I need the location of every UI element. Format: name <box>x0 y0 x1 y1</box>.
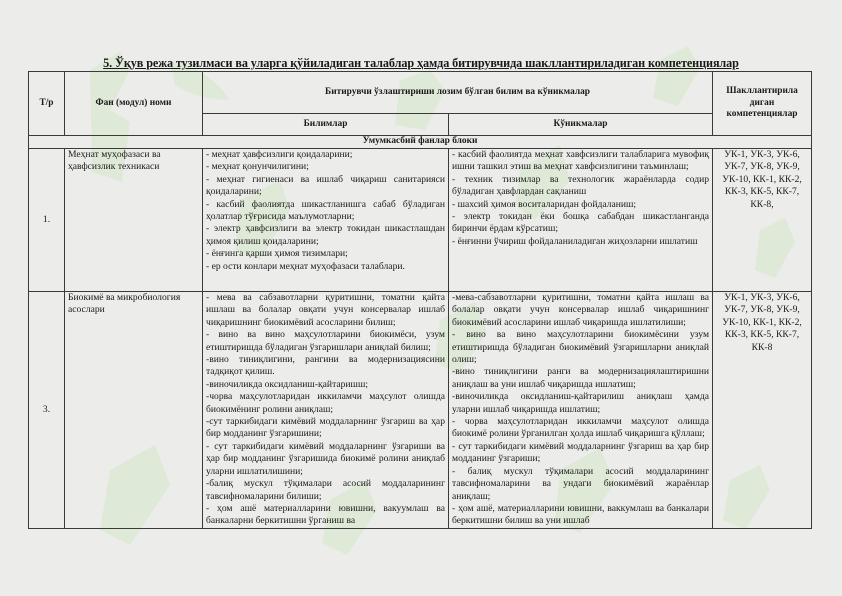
abilities-cell <box>449 292 713 529</box>
list-item: -вино тиниқлигини, рангини ва модернизациясини тадқиқот қилиш. <box>206 354 445 378</box>
list-item: - касбий фаолиятда меҳнат хавфсизлиги талабларига мувофиқ ишни ташкил этиш ва меҳнат хавфсизлигини таъминлаш; <box>452 149 710 173</box>
list-item: -вино тиниқлигини ранги ва модернизациялаштиришни аниқлаш ва уни ишлаб чиқаришда ишлатиш; <box>452 366 710 390</box>
column-header-abilities: Кўникмалар <box>449 114 713 136</box>
column-header-number: Т/р <box>29 72 65 136</box>
subject-name: Меҳнат муҳофазаси ва ҳавфсизлик техникаси <box>65 149 203 292</box>
row-number: 3. <box>29 292 65 529</box>
subject-name: Биокимё ва микробиология асослари <box>65 292 203 529</box>
list-item: - ҳом ашё материалларини ювишни, вакуумлаш ва банкаларни беркитишни ўрганиш ва <box>206 502 445 527</box>
table-row <box>29 292 812 529</box>
list-item: - сут таркибидаги кимёвий моддаларнинг ўзгариши ва ҳар бир модданинг ўзгаришида биокимё ролини аниқлаб уларни ишлатилишини; <box>206 440 445 477</box>
list-item: - ер ости конлари меҳнат муҳофазаси талаблари. <box>206 260 405 272</box>
list-item: -виночиликда оксидланиш-қайтарилиш аниқлаш ҳамда уларни ишлаб чиқаришда ишлатиш; <box>452 391 710 415</box>
knowledge-cell <box>203 149 449 292</box>
list-item: - меҳнат қонунчилигини; <box>206 161 309 173</box>
list-item: -виночиликда оксидланиш-қайтаришш; <box>206 378 369 390</box>
list-item: - электр ҳавфсизлиги ва электр токидан шикастлашдан ҳимоя қилиш қоидаларини; <box>206 223 445 247</box>
column-header-subject: Фан (модул) номи <box>65 72 203 136</box>
column-header-competencies: Шакллантирила диган компетенциялар <box>713 72 812 136</box>
column-header-knowledge: Билимлар <box>203 114 449 136</box>
list-item: - техник тизимлар ва технологик жараёнларда содир бўладиган ҳавфлардан сақланиш <box>452 173 710 198</box>
list-item: - меҳнат ҳавфсизлиги қоидаларини; <box>206 149 353 160</box>
list-item: - шахсий ҳимоя воситаларидан фойдаланиш; <box>452 198 637 210</box>
list-item: -сут таркибидаги кимёвий моддаларнинг ўзгариш ва ҳар бир модданинг ўзгаришини; <box>206 416 445 440</box>
table-row <box>29 149 812 292</box>
list-item: - ҳом ашё, материалларини ювишни, ваккумлаш ва банкалари беркитишни билиш ва уни ишлаб <box>452 502 710 527</box>
column-header-skills-group: Битирувчи ўзлаштириши лозим бўлган билим ва кўникмалар <box>203 72 713 114</box>
list-item: -чорва маҳсулотларидан иккиламчи маҳсулот олишда биокимёнинг ролини аниқлаш; <box>206 391 445 415</box>
list-item: - чорва маҳсулотларидан иккиламчи маҳсулот олишда биокимё ролини ўрганилган ҳолда ишлаб чиқаришга қўллаш; <box>452 416 710 440</box>
list-item: - электр токидан ёки бошқа сабабдан шикастланганда биринчи ёрдам кўрсатиш; <box>452 211 710 235</box>
curriculum-table <box>28 71 812 529</box>
list-item: -мева-сабзавотларни қуритишни, томатни қайта ишлаш ва болалар овқати учун консервалар ишлаб чиқаришнинг биокимёвий асосларини ишлаб чиқаришда ишлатилиши; <box>452 292 710 328</box>
list-item: - вино ва вино маҳсулотларини биокимёси, узум етиштиришда бўладиган ўзгаришлари аниқлай билиш; <box>206 329 445 353</box>
list-item: - касбий фаолиятда шикастланишга сабаб бўладиган ҳолатлар тўғрисида маълумотларни; <box>206 198 445 223</box>
competencies-cell: УК-1, УК-3, УК-6, УК-7, УК-8, УК-9, УК-10, КК-1, КК-2, КК-3, КК-5, КК-7, КК-8 <box>713 292 812 529</box>
list-item: - балиқ мускул тўқималари асосий моддаларининг тавсифномаларини ва ундаги биокимёвий жараёнлар аниқлаш; <box>452 465 710 502</box>
section-title: Умумкасбий фанлар блоки <box>29 136 812 149</box>
knowledge-cell <box>203 292 449 529</box>
list-item: - сут таркибидаги кимёвий моддаларнинг ўзгариш ва ҳар бир модданинг ўзгариши; <box>452 440 710 465</box>
list-item: - меҳнат гигиенаси ва ишлаб чиқариш санитарияси қоидаларини; <box>206 173 445 198</box>
row-number: 1. <box>29 149 65 292</box>
abilities-cell <box>449 149 713 292</box>
list-item: -балиқ мускул тўқималари асосий моддаларининг тавсифномаларини билиши; <box>206 478 445 502</box>
list-item: - мева ва сабзавотларни қуритишни, томатни қайта ишлаш ва болалар овқати учун консервалар ишлаб чиқаришнинг биокимёвий асосларини билиш; <box>206 292 445 328</box>
list-item: - вино ва вино маҳсулотларини биокимёсини узум етиштиришда бўладиган биокимёвий ўзгаришларни аниқлай олиш; <box>452 329 710 366</box>
page-title: 5. Ўқув режа тузилмаси ва уларга қўйиладиган талаблар ҳамда битирувчида шакллантириладиган компетенциялар <box>103 56 739 70</box>
list-item: - ёнғинга қарши ҳимоя тизимлари; <box>206 248 348 260</box>
list-item: - ёнғинни ўчириш фойдаланиладиган жиҳозларни ишлатиш <box>452 235 698 247</box>
competencies-cell: УК-1, УК-3, УК-6, УК-7, УК-8, УК-9, УК-10, КК-1, КК-2, КК-3, КК-5, КК-7, КК-8, <box>713 149 812 292</box>
